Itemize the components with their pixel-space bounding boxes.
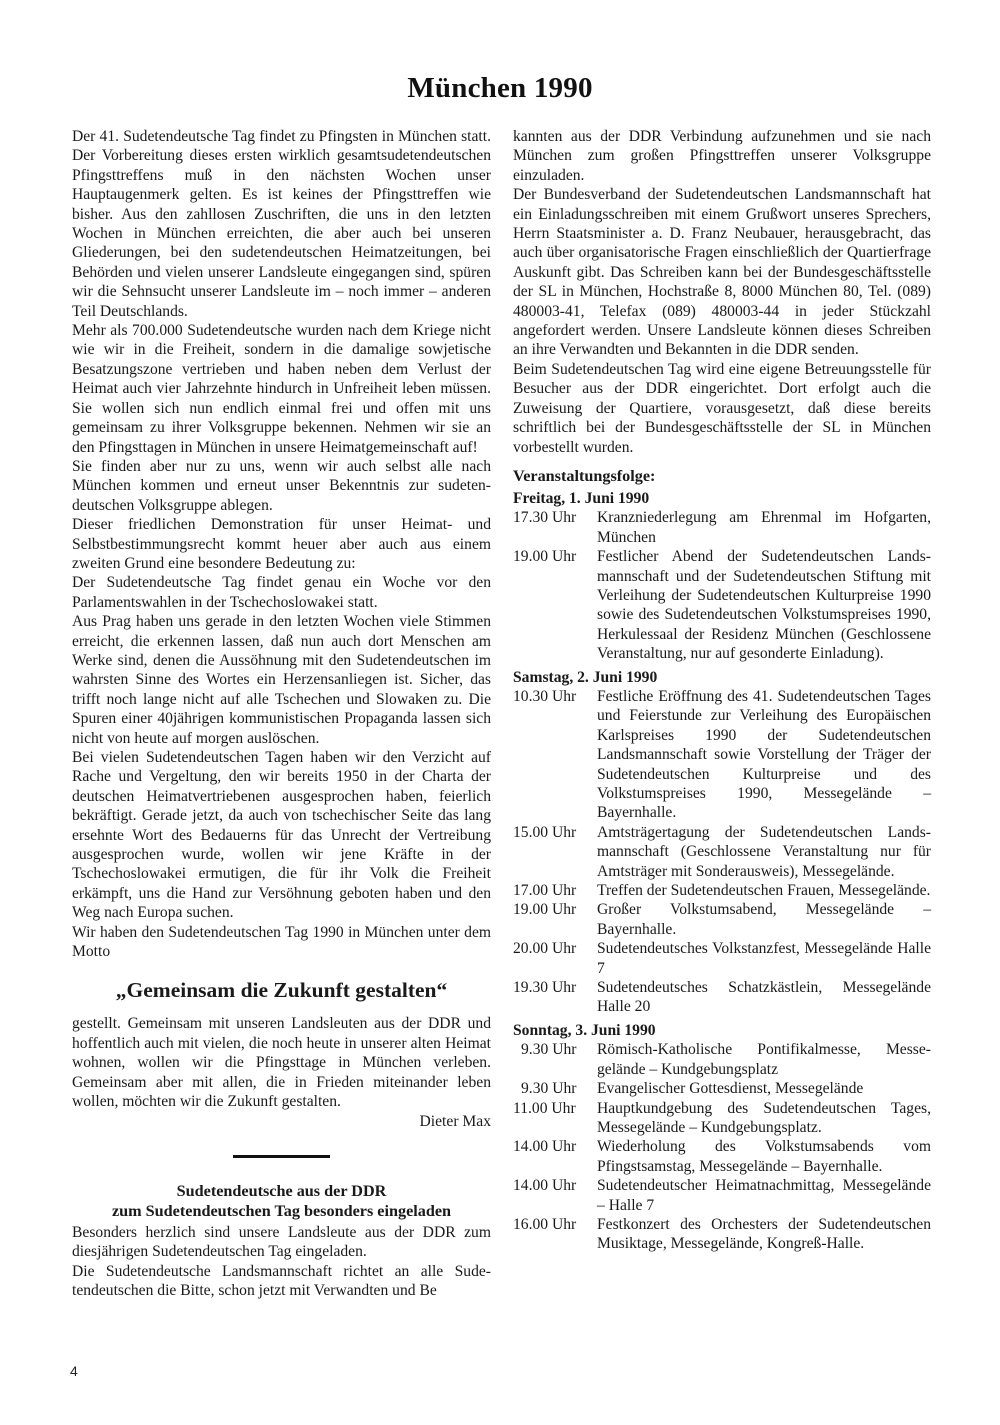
schedule-event — [513, 1040, 931, 1079]
event-time: 14.00 Uhr — [513, 1177, 577, 1195]
article-heading — [72, 1181, 491, 1221]
event-time: 19.00 Uhr — [513, 548, 577, 566]
event-description: Festlicher Abend der Sudetendeutschen Landsmannschaft und der Sudetendeutschen Stiftung mit Verleihung der Sudetendeutschen Kulturpreise 1990 sowie des Sudetendeutschen Volkstumspreises 1990, Herkulessaal der Residenz München (Geschlossene Veranstaltung, nur auf gesonderte Einladung). — [597, 548, 931, 663]
event-description: Sudetendeutscher Heimatnachmittag, Messegelände – Halle 7 — [597, 1177, 931, 1214]
event-description: Hauptkundgebung des Sudetendeutschen Tages, Messegelände – Kundgebungsplatz. — [597, 1099, 931, 1136]
event-time: 17.00 Uhr — [513, 882, 577, 900]
right-column — [513, 127, 931, 1258]
event-description: Festliche Eröffnung des 41. Sudetendeutschen Tages und Feierstunde zur Verleihung des Europäischen Karlspreises 1990 der Sudetendeutschen Landsmannschaft sowie Vorstellung der Träger der Sudetendeutschen Kulturpreise und des Volkstumspreises 1990, Messegelände – Bayernhalle. — [597, 687, 931, 822]
section-divider — [233, 1155, 330, 1158]
event-description: Sudetendeutsches Schatzkästlein, Messegelände Halle 20 — [597, 979, 931, 1016]
event-description: Treffen der Sudetendeutschen Frauen, Messegelände. — [597, 882, 931, 900]
day-heading: Samstag, 2. Juni 1990 — [513, 668, 658, 686]
paragraph: Der Bundesverband der Sudetendeutschen Landsmannschaft hat ein Einladungsschreiben mit einem Grußwort unseres Sprechers, Herrn Staatsminister a. D. Franz Neubauer, herausgebracht, das auch über organisatorische Fragen einschließlich der Quartierfrage Auskunft gibt. Das Schreiben kann bei der Bundesgeschäftsstelle der SL in München, Hochstraße 8, 8000 München 80, Tel. (089) 480003-41, Telefax (089) 480003-44 in jeder Stückzahl angefordert werden. Unsere Landsleute können dieses Schreiben an ihre Verwandten und Bekannten in die DDR senden. — [513, 186, 931, 359]
author-signature: Dieter Max — [419, 1112, 491, 1130]
event-time: 10.30 Uhr — [513, 687, 577, 705]
schedule-event — [513, 1215, 931, 1254]
event-description: Sudetendeutsches Volkstanzfest, Messegelände Halle 7 — [597, 940, 931, 977]
schedule-heading: Veranstaltungsfolge: — [513, 466, 656, 485]
event-time: 9.30 Uhr — [521, 1041, 577, 1059]
schedule-event — [513, 881, 931, 900]
paragraph: kannten aus der DDR Verbindung aufzunehmen und sie nach München zum großen Pfingsttreffen unserer Volksgruppe einzuladen. — [513, 128, 931, 184]
schedule-event — [513, 939, 931, 978]
event-time: 19.30 Uhr — [513, 979, 577, 997]
event-time: 17.30 Uhr — [513, 509, 577, 527]
schedule-event — [513, 1176, 931, 1215]
paragraph: Der Sudetendeutsche Tag findet genau ein Woche vor den Parlamentswahlen in der Tschechoslowakei statt. — [72, 574, 491, 611]
article-heading-line1: Sudetendeutsche aus der DDR — [176, 1181, 387, 1200]
paragraph: gestellt. Gemeinsam mit unseren Landsleuten aus der DDR und hoffentlich auch mit vielen, die noch heute in unserer alten Heimat wohnen, wollen wir die Pfingsttage in München verleben. Gemeinsam aber mit allen, die in Frieden miteinander leben wollen, möchten wir die Zukunft gestalten. — [72, 1015, 491, 1111]
paragraph: Beim Sudetendeutschen Tag wird eine eigene Betreuungsstelle für Besucher aus der DDR eingerichtet. Dort erfolgt auch die Zuweisung der Quartiere, vorausgesetzt, daß diese bereits schriftlich bei der Bundesgeschäftsstelle der SL in München vorbestellt wurden. — [513, 360, 931, 456]
paragraph: Mehr als 700.000 Sudetendeutsche wurden nach dem Kriege nicht wie wir in die Freiheit, sondern in die damalige sowjetische Besatzungszone vertrieben und haben neben dem Verlust der Heimat auch vier Jahrzehnte hindurch in Unfreiheit leben müssen. Sie wollen sich nun endlich einmal frei und offen mit uns gemeinsam zu ihrer Volksgruppe bekennen. Nehmen wir sie an den Pfingsttagen in München in unsere Heimatgemeinschaft auf! — [72, 322, 491, 456]
event-description: Großer Volkstumsabend, Messegelände – Bayernhalle. — [597, 901, 931, 938]
event-time: 11.00 Uhr — [513, 1099, 576, 1117]
article-heading-line2: zum Sudetendeutschen Tag besonders eingeladen — [111, 1201, 452, 1220]
paragraph: Die Sudetendeutsche Landsmannschaft richtet an alle Sudetendeutschen die Bitte, schon jetzt mit Verwandten und Be — [72, 1262, 491, 1300]
schedule-event — [513, 1137, 931, 1176]
page-title: München 1990 — [407, 72, 593, 104]
event-time: 15.00 Uhr — [513, 823, 577, 841]
schedule-event — [513, 508, 931, 547]
schedule-event — [513, 687, 931, 823]
day-heading: Sonntag, 3. Juni 1990 — [513, 1021, 656, 1039]
schedule-event — [513, 1079, 931, 1098]
schedule-day — [513, 668, 931, 1017]
schedule-event — [513, 823, 931, 881]
schedule-event — [513, 1099, 931, 1138]
day-heading: Freitag, 1. Juni 1990 — [513, 489, 650, 507]
schedule-event — [513, 978, 931, 1017]
event-time: 16.00 Uhr — [513, 1215, 577, 1233]
page-number: 4 — [70, 1363, 78, 1379]
motto-heading: „Gemeinsam die Zukunft gestalten“ — [115, 978, 448, 1003]
paragraph: Besonders herzlich sind unsere Landsleute aus der DDR zum diesjährigen Sudetendeutschen Tag eingeladen. — [72, 1223, 491, 1261]
paragraph: Wir haben den Sudetendeutschen Tag 1990 in München unter dem Motto — [72, 923, 491, 961]
event-description: Amtsträgertagung der Sudetendeutschen Landsmannschaft (Geschlossene Veranstaltung nur für Amtsträger mit Sonderausweis), Messegelände. — [597, 823, 931, 880]
schedule-day — [513, 1021, 931, 1254]
schedule-event — [513, 547, 931, 663]
paragraph: Bei vielen Sudetendeutschen Tagen haben wir den Verzicht auf Rache und Vergeltung, den wir bereits 1950 in der Charta der deutschen Heimatvertriebenen ausgesprochen haben, feierlich bekräftigt. Gerade jetzt, da auch von tschechischer Seite das lang ersehnte Wort des Bedauerns für das Unrecht der Vertreibung ausgesprochen wurde, wollen wir jene Kräfte in der Tschechoslowakei ermutigen, die für ihr Volk die Freiheit erkämpft, uns die Hand zur Versöhnung geboten haben und den Weg nach Europa suchen. — [72, 749, 491, 922]
event-time: 14.00 Uhr — [513, 1138, 577, 1156]
schedule — [513, 489, 931, 1254]
event-description: Kranzniederlegung am Ehrenmal im Hofgarten, München — [597, 509, 931, 546]
paragraph: Aus Prag haben uns gerade in den letzten Wochen viele Stimmen erreicht, die erkennen lassen, daß nun auch dort Menschen am Werke sind, denen die Aussöhnung mit den Sudetendeutschen im wahrsten Sinne des Wortes ein Herzensanliegen ist. Sicher, das trifft noch lange nicht auf alle Tschechen und Slowaken zu. Die Spuren einer 40jährigen kommunistischen Propaganda lassen sich nicht von heute auf morgen auslöschen. — [72, 613, 491, 747]
paragraph: Dieser friedlichen Demonstration für unser Heimat- und Selbstbestimmungsrecht kommt heuer aber auch aus einem zweiten Grund eine besondere Bedeutung zu: — [72, 516, 491, 572]
schedule-event — [513, 900, 931, 939]
event-description: Evangelischer Gottesdienst, Messegelände — [597, 1080, 864, 1098]
event-description: Festkonzert des Orchesters der Sudetendeutschen Musiktage, Messegelände, Kongreß-Halle. — [597, 1215, 931, 1253]
left-column — [72, 127, 491, 1301]
paragraph: Der 41. Sudetendeutsche Tag findet zu Pfingsten in München statt. Der Vorbereitung dieses ersten wirklich gesamtsudetendeutschen Pfingsttreffens muß in den nächsten Wochen unser Hauptaugenmerk gelten. Es ist keines der Pfingsttreffen wie bisher. Aus den zahllosen Zuschriften, die uns in den letzten Wochen in München erreichten, die aber auch bei unseren Gliederungen, bei den sudetendeutschen Heimatzeitungen, bei Behörden und vielen unserer Landsleute eingegangen sind, spüren wir die Sehnsucht unserer Landsleute im – noch immer – anderen Teil Deutschlands. — [72, 128, 491, 320]
schedule-day — [513, 489, 931, 664]
event-time: 19.00 Uhr — [513, 901, 577, 919]
event-time: 9.30 Uhr — [521, 1080, 577, 1098]
event-time: 20.00 Uhr — [513, 940, 577, 958]
event-description: Römisch-Katholische Pontifikalmesse, Messegelände – Kundgebungsplatz — [597, 1041, 931, 1078]
event-description: Wiederholung des Volkstumsabends vom Pfingstsamstag, Messegelände – Bayernhalle. — [597, 1138, 931, 1175]
paragraph: Sie finden aber nur zu uns, wenn wir auch selbst alle nach München kommen und erneut unser Bekenntnis zur sudetendeutschen Volksgruppe ablegen. — [72, 457, 491, 514]
